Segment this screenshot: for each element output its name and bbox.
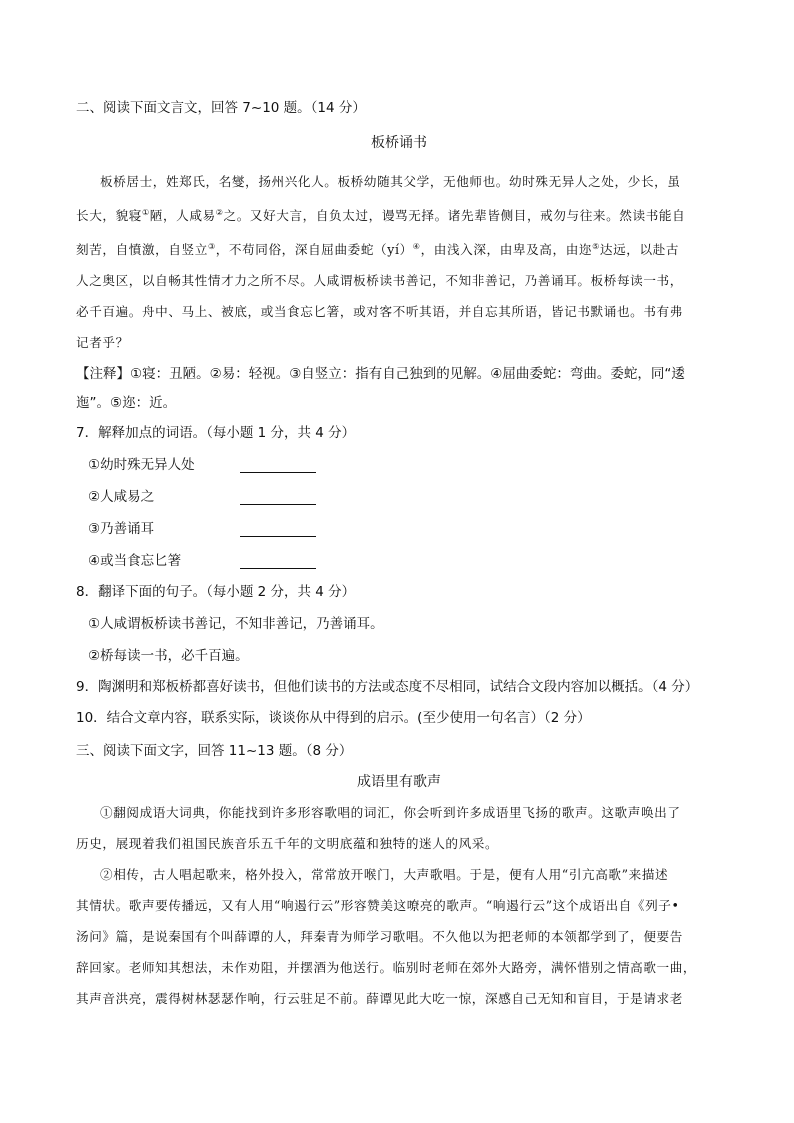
passage2-line: 其声音洪亮，震得树林瑟瑟作响，行云驻足不前。薛谭见此大吃一惊，深感自己无知和盲目，于是请求老 (76, 991, 683, 1007)
section3-heading: 三、阅读下面文字，回答 11~13 题。（8 分） (76, 743, 353, 760)
passage1-line: 人之奥区，以自畅其性情才力之所不尽。人咸谓板桥读书善记，不知非善记，乃善诵耳。板桥每读一书， (76, 273, 683, 289)
passage2-body (76, 797, 722, 1014)
question-7-title: 7．解释加点的词语。（每小题 1 分，共 4 分） (76, 425, 356, 442)
question-8-item: ②桥每读一书，必千百遍。 (88, 648, 249, 665)
section2-heading: 二、阅读下面文言文，回答 7~10 题。（14 分） (76, 100, 366, 116)
passage2-line: ②相传，古人唱起歌来，格外投入，常常放开喉门，大声歌唱。于是，便有人用“引亢高歌”来描述 (100, 867, 669, 883)
footnote-mark: ③ (207, 242, 216, 252)
footnote-mark: ⑤ (592, 242, 600, 252)
answer-blank[interactable] (240, 522, 316, 537)
answer-blank[interactable] (240, 458, 316, 473)
question-7-item: ①幼时殊无异人处 (76, 449, 722, 481)
footnote-mark: ④ (412, 242, 421, 252)
passage2-line: 历史，展现着我们祖国民族音乐五千年的文明底蕴和独特的迷人的风采。 (76, 836, 499, 852)
document-page (76, 96, 722, 1014)
question-10: 10．结合文章内容，联系实际，谈谈你从中得到的启示。(至少使用一句名言）（2 分） (76, 710, 591, 727)
passage2-line: 其情状。歌声要传播远，又有人用“响遏行云”形容赞美这嘹亮的歌声。“响遏行云”这个成语出自《列子• (76, 898, 680, 914)
passage1-line: 必千百遍。舟中、马上、被底，或当食忘匕箸，或对客不听其语，并自忘其所语，皆记书默诵也。书有弗 (76, 304, 683, 320)
question-8-item: ①人咸谓板桥读书善记，不知非善记，乃善诵耳。 (88, 616, 384, 633)
annotation-line: 迤”。⑤迩：近。 (76, 395, 177, 412)
passage1-line: 板桥居士，姓郑氏，名燮，扬州兴化人。板桥幼随其父学，无他师也。幼时殊无异人之处，少长，虽 (100, 174, 681, 189)
answer-blank[interactable] (240, 554, 316, 569)
passage1-line: 记者乎？ (76, 335, 129, 351)
question-8-title: 8．翻译下面的句子。（每小题 2 分，共 4 分） (76, 584, 356, 601)
passage2-line: 辞回家。老师知其想法，未作劝阻，并摆酒为他送行。临别时老师在郊外大路旁，满怀惜别之情高歌一曲， (76, 960, 697, 976)
footnote-mark: ① (141, 208, 150, 217)
question-7-item: ④或当食忘匕箸 (76, 545, 722, 577)
passage2-title: 成语里有歌声 (357, 774, 441, 791)
annotation-line: 【注释】①寝：丑陋。②易：轻视。③自竖立：指有自己独到的见解。④屈曲委蛇：弯曲。委蛇，同“逶 (76, 366, 685, 383)
passage2-line: 汤问》篇，是说秦国有个叫薛谭的人，拜秦青为师学习歌唱。不久他以为把老师的本领都学到了，便要告 (76, 929, 683, 945)
answer-blank[interactable] (240, 490, 316, 505)
passage1-body (76, 166, 722, 358)
annotation (76, 360, 722, 418)
passage1-line: 刻苦，自憤激，自竖立③，不苟同俗，深自屈曲委蛇（yí）④，由浅入深，由卑及高，由迩⑤达远，以赴古 (76, 242, 680, 258)
question-7-item: ②人咸易之 (76, 481, 722, 513)
passage2-line: ①翻阅成语大词典，你能找到许多形容歌唱的词汇，你会听到许多成语里飞扬的歌声。这歌声唤出了 (100, 805, 681, 821)
footnote-mark: ② (215, 208, 224, 217)
question-9: 9．陶渊明和郑板桥都喜好读书，但他们读书的方法或态度不尽相同，试结合文段内容加以概括。（4 分） (76, 679, 699, 696)
passage1-title: 板桥诵书 (371, 135, 427, 151)
passage1-line: 长大，貌寝①陋，人咸易②之。又好大言，自负太过，谩骂无择。诸先辈皆侧目，戒勿与往来。然读书能自 (76, 208, 686, 224)
question-7-item: ③乃善诵耳 (76, 513, 722, 545)
